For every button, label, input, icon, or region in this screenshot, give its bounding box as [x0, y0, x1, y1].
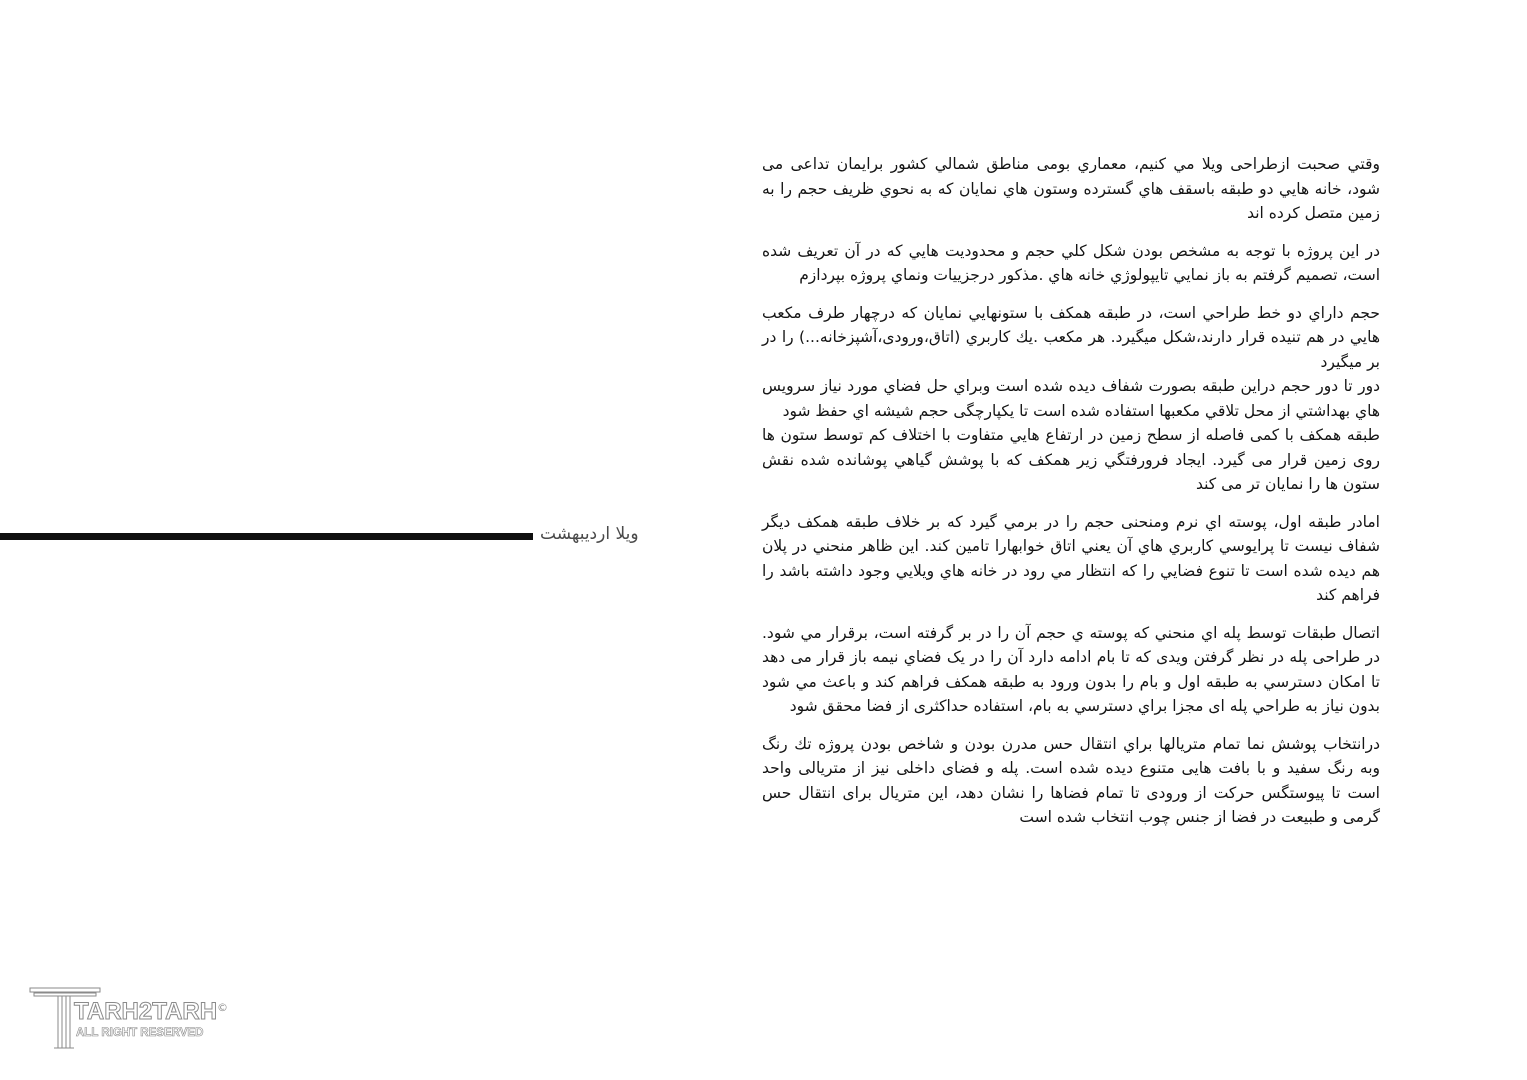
horizontal-rule [0, 533, 533, 540]
paragraph-5: اتصال طبقات توسط پله اي منحني كه پوسته ي حجم آن را در بر گرفته است، برقرار مي شود. در طراحی پله در نظر گرفتن ويدی كه تا بام ادامه دارد آن را در يک فضاي نيمه باز قرار می دهد تا امكان دسترسي به طبقه اول و بام را بدون ورود به طبقه همكف فراهم كند و باعث مي شود بدون نياز به طراحي پله ای مجزا براي دسترسي به بام، استفاده حداكثری از فضا محقق شود [762, 623, 1380, 715]
paragraph-4: امادر طبقه اول، پوسته اي نرم ومنحنی حجم را در برمي گيرد كه بر خلاف طبقه همكف ديگر شفاف نيست تا پرايوسي كاربري هاي آن يعني اتاق خوابهارا تامين كند. اين ظاهر منحني در پلان هم ديده شده است تا تنوع فضايي را كه انتظار مي رود در خانه هاي ويلايي وجود داشته باشد را فراهم كند [762, 512, 1380, 604]
project-title: ویلا اردیبهشت [540, 524, 639, 544]
description-text [762, 152, 1380, 843]
logo-wordmark: TARH2TARH [74, 998, 218, 1025]
paragraph-1: وقتي صحبت ازطراحی ویلا مي كنيم، معماري بومی مناطق شمالي كشور برايمان تداعی می شود، خانه هايي دو طبقه باسقف هاي گسترده وستون هاي نمايان كه به نحوي ظريف حجم را به زمين متصل كرده اند [762, 155, 1380, 222]
logo-tagline: ALL RIGHT RESERVED [76, 1027, 204, 1039]
tarh2tarh-logo [28, 986, 238, 1052]
paragraph-6: درانتخاب پوشش نما تمام متريالها براي انتقال حس مدرن بودن و شاخص بودن پروژه تك رنگ وبه رنگ سفيد و با بافت هايی متنوع ديده شده است. پله و فضای داخلی نيز از متريالی واحد است تا پيوستگس حركت از ورودی تا تمام فضاها را نشان دهد، اين متريال برای انتقال حس گرمی و طبيعت در فضا از جنس چوب انتخاب شده است [762, 734, 1380, 826]
paragraph-3: حجم داراي دو خط طراحي است، در طبقه همكف با ستونهايي نمايان كه درچهار طرف مكعب هايي در هم تنيده قرار دارند،شكل ميگيرد. هر مكعب .يك كاربري (اتاق،ورودی،آشپزخانه...) را در بر ميگيرد دور تا دور حجم دراين طبقه بصورت شفاف ديده شده است وبراي حل فضاي مورد نياز سرويس هاي بهداشتي از محل تلاقي مكعبها استفاده شده است تا يكپارچگی حجم شيشه اي حفظ شود طبقه همكف با كمی فاصله از سطح زمين در ارتفاع هايي متفاوت با اختلاف كم توسط ستون ها روی زمين قرار می گيرد. ايجاد فرورفتگي زير همكف كه با پوشش گياهي پوشانده شده نقش ستون ها را نمايان تر می كند [762, 303, 1380, 493]
paragraph-2: در این پروژه با توجه به مشخص بودن شكل كلي حجم و محدوديت هايي كه در آن تعریف شده است، تصميم گرفتم به باز نمايي تايپولوژي خانه هاي .مذكور درجزييات ونماي پروژه بپردازم [762, 241, 1380, 284]
copyright-icon: © [217, 1001, 228, 1014]
